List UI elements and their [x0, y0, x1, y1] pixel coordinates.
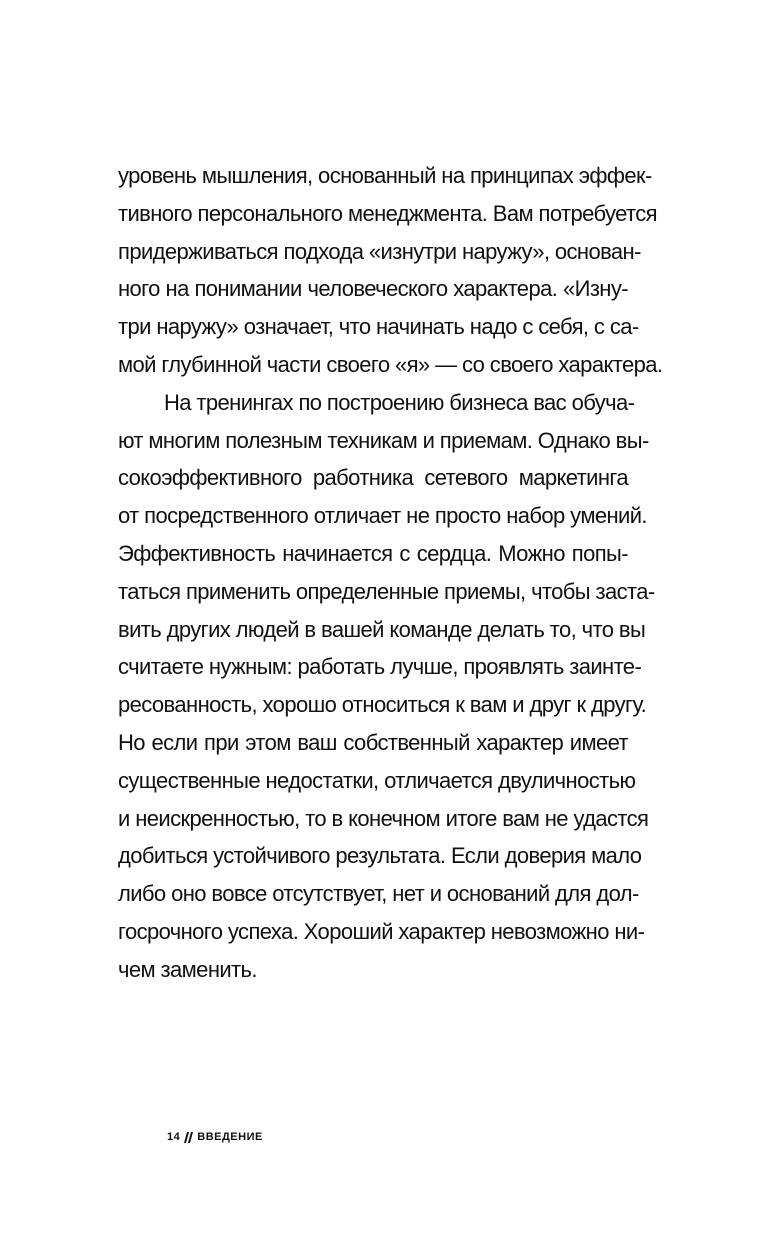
text-line: уровень мышления, основанный на принципах эффек-: [118, 163, 652, 188]
page-footer: [167, 1131, 263, 1143]
text-line: существенные недостатки, отличается двуличностью: [118, 767, 636, 793]
text-line: тивного персонального менеджмента. Вам потребуется: [118, 200, 657, 226]
text-line: придерживаться подхода «изнутри наружу», основан-: [118, 238, 641, 264]
page-number: 14: [167, 1131, 181, 1143]
double-slash-icon: [184, 1132, 193, 1143]
text-line: чем заменить.: [118, 956, 257, 982]
text-line: Но если при этом ваш собственный характер имеет: [118, 729, 628, 755]
section-title: ВВЕДЕНИЕ: [197, 1131, 263, 1143]
text-line: добиться устойчивого результата. Если доверия мало: [118, 843, 642, 869]
text-line: госрочного успеха. Хороший характер невозможно ни-: [118, 918, 645, 944]
text-line: либо оно вовсе отсутствует, нет и оснований для дол-: [118, 881, 639, 907]
text-line: ресованность, хорошо относиться к вам и друг к другу.: [118, 692, 647, 718]
paragraph-first-line: На тренингах по построению бизнеса вас обуча-: [164, 389, 635, 415]
text-line: таться применить определенные приемы, чтобы заста-: [118, 578, 655, 604]
text-line: от посредственного отличает не просто набор умений.: [118, 503, 647, 529]
text-line: и неискренностью, то в конечном итоге вам не удастся: [118, 805, 649, 831]
body-text: [118, 157, 663, 989]
text-line: ют многим полезным техникам и приемам. Однако вы-: [118, 427, 649, 453]
text-line: сокоэффективного работника сетевого маркетинга: [118, 465, 628, 491]
text-line: ного на понимании человеческого характера. «Изну-: [118, 276, 628, 302]
text-line: три наружу» означает, что начинать надо с себя, с са-: [118, 314, 639, 340]
text-line: считаете нужным: работать лучше, проявлять заинте-: [118, 654, 642, 680]
text-line: мой глубинной части своего «я» — со своего характера.: [118, 351, 663, 377]
text-line: вить других людей в вашей команде делать то, что вы: [118, 616, 646, 642]
text-line: Эффективность начинается с сердца. Можно попы-: [118, 540, 628, 566]
